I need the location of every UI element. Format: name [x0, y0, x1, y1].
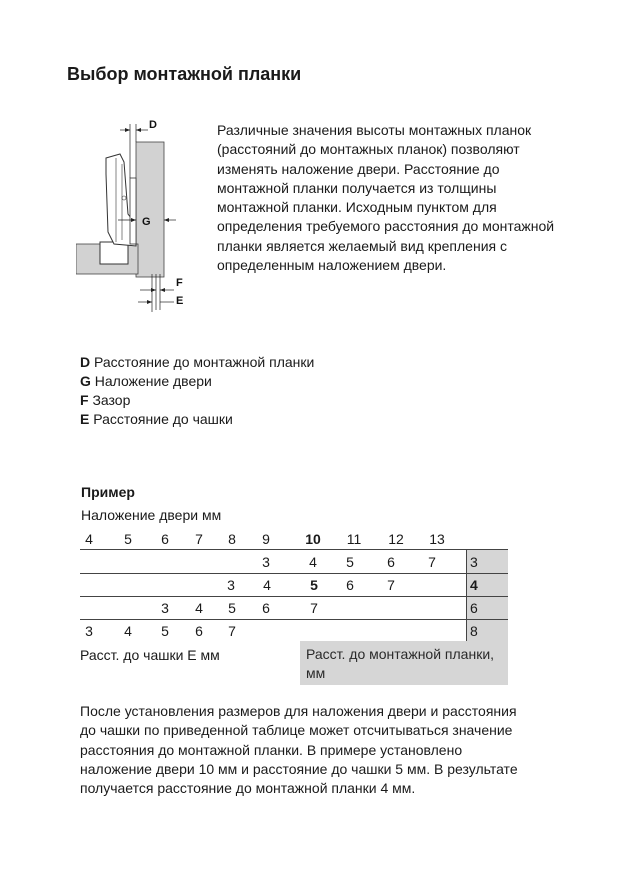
label-e: E — [176, 295, 184, 307]
overlay-value: 11 — [346, 531, 362, 547]
cup-distance-value: 6 — [387, 554, 395, 570]
table-separator — [466, 550, 467, 642]
plate-distance-label: Расст. до монтажной планки, мм — [306, 646, 495, 681]
overlay-value: 12 — [388, 531, 404, 547]
cup-distance-value: 3 — [85, 623, 93, 639]
intro-paragraph: Различные значения высоты монтажных планок (расстояний до монтажных планок) позволяют изменять наложение двери. Расстояние до монтажной планки получается из толщины монтажной планки. Исходным пунктом для определения требуемого расстояния до монтажной планки является желаемый вид крепления с определенным наложением двери. — [217, 122, 555, 274]
legend-item-e — [80, 411, 233, 427]
overlay-value: 9 — [262, 531, 270, 547]
table-rule — [80, 549, 508, 550]
door-overlay-label: Наложение двери мм — [81, 507, 222, 523]
overlay-value-selected: 10 — [305, 531, 321, 547]
cup-distance-value: 3 — [227, 577, 235, 593]
cup-distance-value: 3 — [262, 554, 270, 570]
overlay-value: 13 — [429, 531, 445, 547]
plate-distance-label-box — [300, 641, 508, 685]
example-heading: Пример — [81, 484, 135, 500]
legend-item-f — [80, 392, 130, 408]
cup-distance-value: 5 — [161, 623, 169, 639]
overlay-value: 4 — [85, 531, 93, 547]
table-rule — [80, 596, 508, 597]
cup-distance-value-selected: 5 — [310, 577, 318, 593]
cup-distance-value: 7 — [228, 623, 236, 639]
cup-distance-value: 7 — [310, 600, 318, 616]
overlay-value: 6 — [161, 531, 169, 547]
cup-distance-value: 5 — [228, 600, 236, 616]
legend-letter: E — [80, 411, 90, 427]
legend-letter: G — [80, 373, 91, 389]
example-table — [80, 528, 510, 685]
cup-distance-value: 6 — [346, 577, 354, 593]
legend-letter: D — [80, 354, 91, 370]
legend-item-g — [80, 373, 212, 389]
cup-distance-value: 4 — [195, 600, 203, 616]
cup-distance-value: 5 — [346, 554, 354, 570]
cup-distance-value: 3 — [161, 600, 169, 616]
legend-text: Расстояние до монтажной планки — [94, 354, 315, 370]
label-d: D — [149, 119, 157, 131]
overlay-value: 7 — [195, 531, 203, 547]
legend-item-d — [80, 354, 314, 370]
conclusion-paragraph: После установления размеров для наложения двери и расстояния до чашки по приведенной таблице может отсчитываться значение расстояния до монтажной планки. В примере установлено наложение двери 10 мм и расстояние до чашки 5 мм. В результате получается расстояние до монтажной планки 4 мм. — [80, 703, 518, 797]
cup-distance-value: 6 — [262, 600, 270, 616]
page-title: Выбор монтажной планки — [67, 64, 302, 84]
cup-distance-value: 4 — [309, 554, 317, 570]
legend-text: Наложение двери — [94, 373, 212, 389]
table-rule — [80, 619, 508, 620]
cup-distance-value: 4 — [263, 577, 271, 593]
plate-distance-value: 3 — [470, 554, 478, 570]
plate-distance-value: 6 — [470, 600, 478, 616]
legend-text: Расстояние до чашки — [93, 411, 233, 427]
cup-distance-value: 4 — [124, 623, 132, 639]
label-f: F — [176, 277, 183, 289]
cup-distance-value: 6 — [195, 623, 203, 639]
legend-letter: F — [80, 392, 89, 408]
overlay-value: 8 — [228, 531, 236, 547]
table-rule — [80, 573, 508, 574]
legend-text: Зазор — [92, 392, 131, 408]
cup-distance-label: Расст. до чашки E мм — [80, 647, 220, 663]
cup-distance-value: 7 — [428, 554, 436, 570]
cup-distance-value: 7 — [387, 577, 395, 593]
overlay-value: 5 — [124, 531, 132, 547]
label-g: G — [142, 216, 151, 228]
plate-distance-value-selected: 4 — [470, 577, 478, 593]
hinge-diagram — [76, 114, 194, 314]
plate-distance-value: 8 — [470, 623, 478, 639]
